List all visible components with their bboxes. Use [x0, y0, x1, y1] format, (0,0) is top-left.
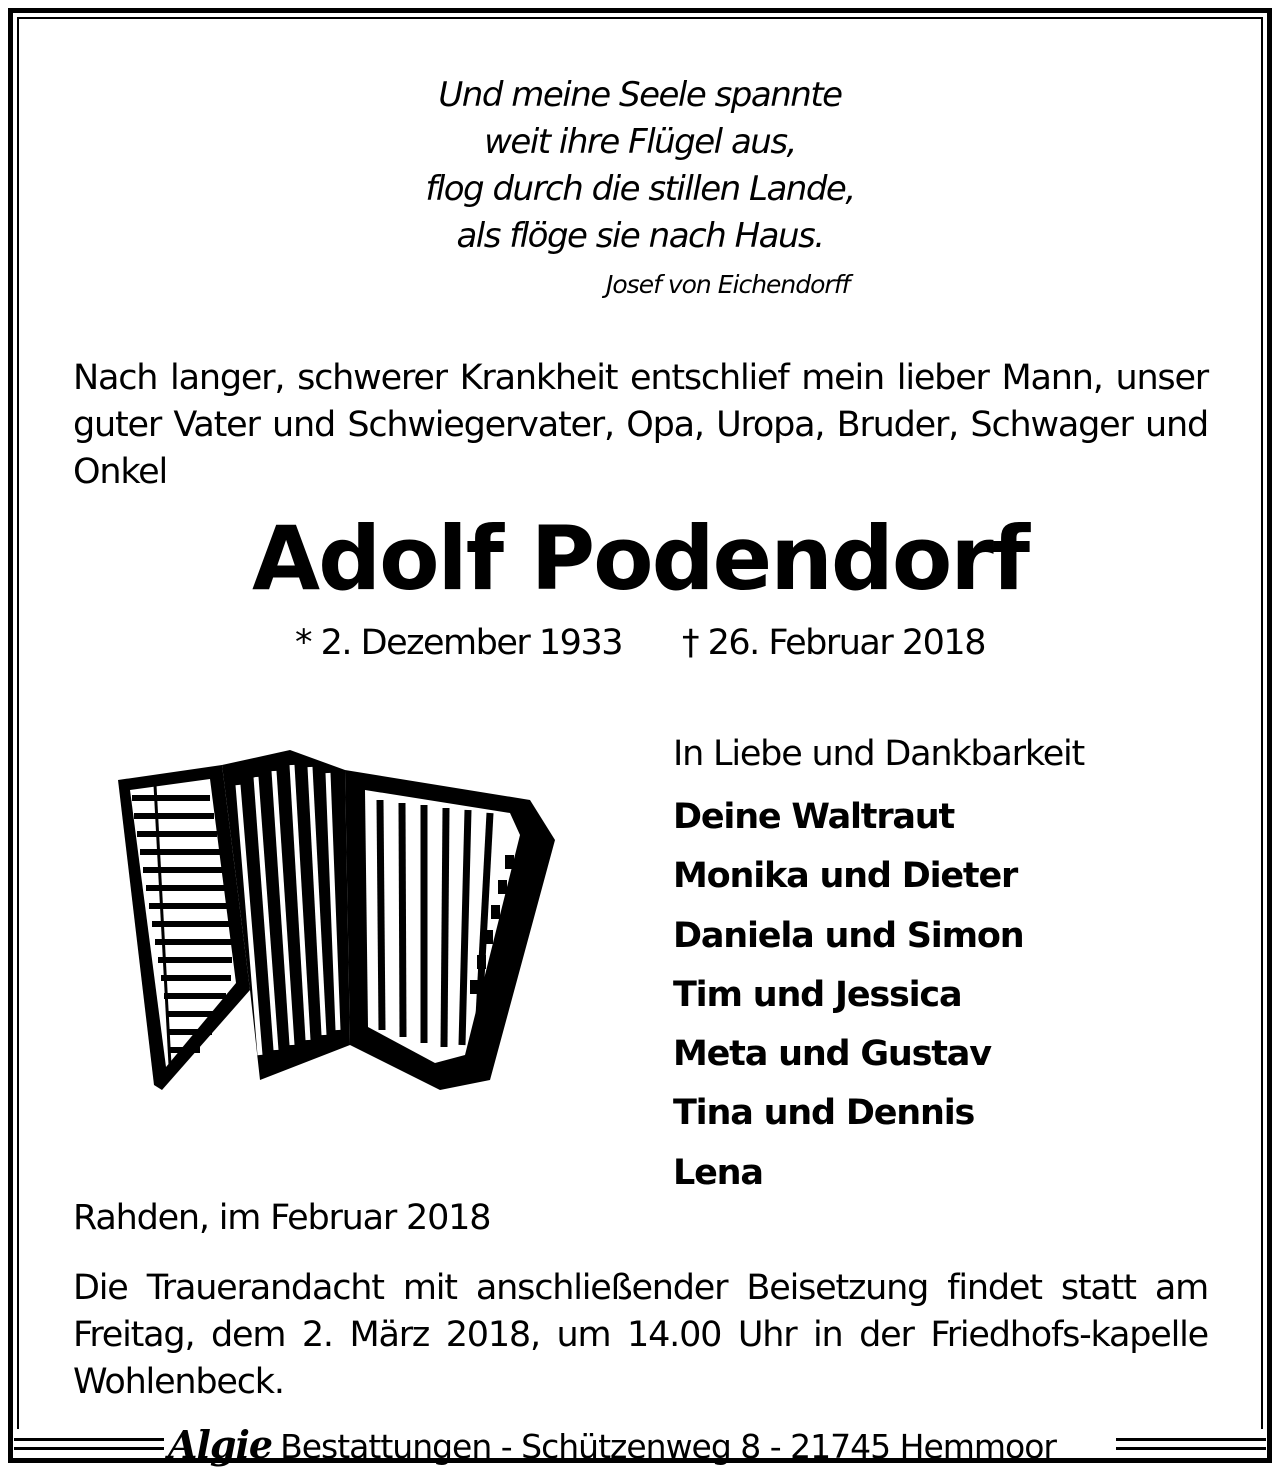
- service-notice: Die Trauerandacht mit anschließender Beisetzung findet statt am Freitag, dem 2. März 2018, um 14.00 Uhr in der Friedhofs-kapelle Wohlenbeck.: [73, 1268, 1208, 1402]
- signer-name: Daniela und Simon: [673, 915, 1024, 956]
- intro-text: Nach langer, schwerer Krankheit entschlief mein lieber Mann, unser guter Vater und Schwiegervater, Opa, Uropa, Bruder, Schwager und Onkel: [73, 358, 1208, 492]
- signer-name: Tina und Dennis: [673, 1093, 975, 1134]
- signers-lead: In Liebe und Dankbarkeit: [673, 734, 1085, 774]
- place-date: Rahden, im Februar 2018: [73, 1198, 491, 1238]
- poem: [0, 72, 1280, 260]
- funeral-home-address: Bestattungen - Schützenweg 8 - 21745 Hemmoor: [280, 1427, 1057, 1466]
- deceased-name: Adolf Podendorf: [251, 507, 1029, 610]
- poem-line: Und meine Seele spannte: [438, 75, 842, 115]
- signer-name: Meta und Gustav: [673, 1034, 991, 1075]
- poem-line: flog durch die stillen Lande,: [425, 169, 855, 209]
- poem-line: als flöge sie nach Haus.: [456, 216, 824, 256]
- funeral-home-line: [168, 1422, 1056, 1467]
- life-dates: [0, 623, 1280, 663]
- signer-name: Monika und Dieter: [673, 856, 1018, 897]
- footer: [0, 1420, 1280, 1470]
- poem-line: weit ihre Flügel aus,: [484, 122, 796, 162]
- poem-author: Josef von Eichendorff: [606, 270, 850, 299]
- accordion-icon: [110, 745, 555, 1095]
- signer-name: Tim und Jessica: [673, 974, 962, 1015]
- footer-rule-left: [14, 1438, 164, 1450]
- funeral-home-logo: Algie: [168, 1422, 273, 1467]
- signer-name: Deine Waltraut: [673, 797, 955, 837]
- birth-date: * 2. Dezember 1933: [295, 623, 622, 663]
- footer-rule-right: [1116, 1438, 1266, 1450]
- signers: [673, 728, 1084, 1203]
- signer-name: Lena: [673, 1152, 763, 1193]
- death-date: † 26. Februar 2018: [681, 623, 985, 663]
